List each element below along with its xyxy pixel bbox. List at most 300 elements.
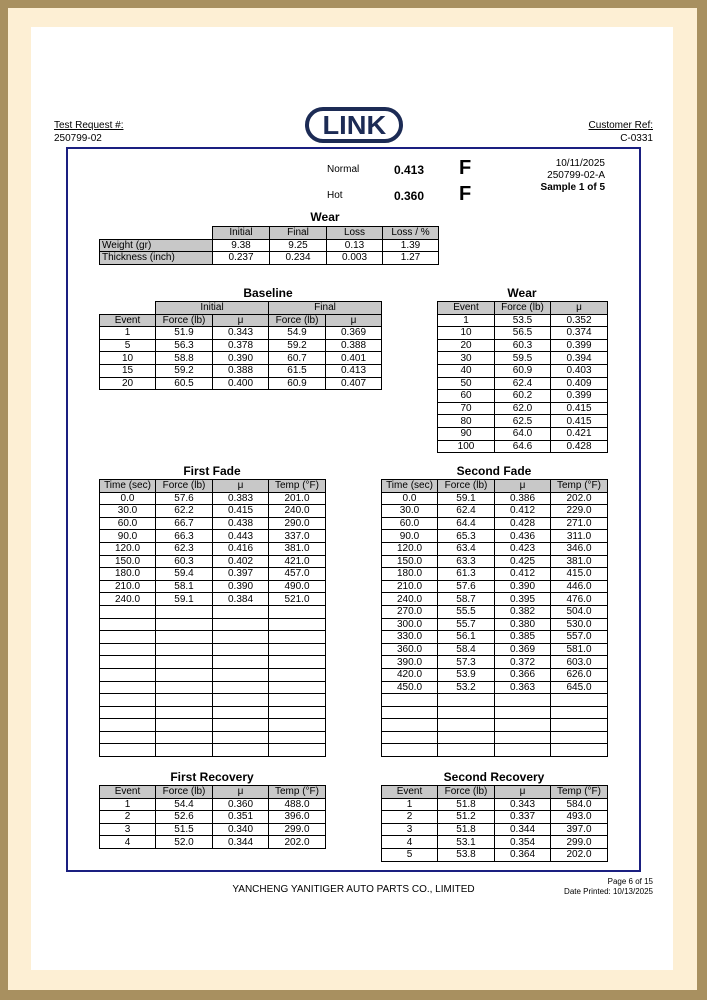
- cell: 396.0: [269, 811, 326, 824]
- cell: 0.394: [551, 352, 608, 365]
- column-header: Force (lb): [438, 786, 495, 799]
- cell: 53.5: [495, 314, 551, 327]
- cell: 51.8: [438, 798, 495, 811]
- table-row: [382, 848, 608, 861]
- cell: [156, 668, 213, 681]
- cell: 0.343: [213, 327, 269, 340]
- empty-row: [100, 731, 326, 744]
- table-row: [382, 530, 608, 543]
- table-row: [382, 668, 608, 681]
- empty-row: [100, 694, 326, 707]
- cell: 62.2: [156, 505, 213, 518]
- column-header: μ: [495, 786, 551, 799]
- column-header: Event: [382, 786, 438, 799]
- column-header: Final: [270, 227, 327, 240]
- cell: 0.412: [495, 568, 551, 581]
- cell: 530.0: [551, 618, 608, 631]
- cell: 62.4: [438, 505, 495, 518]
- cell: 299.0: [551, 836, 608, 849]
- cell: 64.6: [495, 440, 551, 453]
- column-header: Event: [100, 314, 156, 327]
- cell: 0.423: [495, 542, 551, 555]
- cell: [156, 731, 213, 744]
- cell: 66.3: [156, 530, 213, 543]
- table-row: [382, 517, 608, 530]
- table-row: [100, 555, 326, 568]
- cell: 0.382: [495, 605, 551, 618]
- table-row: [382, 618, 608, 631]
- customer-ref-label: Customer Ref:: [588, 120, 653, 131]
- cell: 584.0: [551, 798, 608, 811]
- cell: 337.0: [269, 530, 326, 543]
- cell: 3: [382, 823, 438, 836]
- column-header: Event: [100, 786, 156, 799]
- cell: 0.234: [270, 252, 327, 265]
- cell: 1: [100, 327, 156, 340]
- cell: 457.0: [269, 568, 326, 581]
- table-row: [382, 798, 608, 811]
- cell: 0.363: [495, 681, 551, 694]
- cell: 0.428: [495, 517, 551, 530]
- cell: 360.0: [382, 643, 438, 656]
- cell: [269, 618, 326, 631]
- cell: 0.390: [213, 352, 269, 365]
- customer-ref-value: C-0331: [620, 133, 653, 144]
- first-recovery-table: [99, 785, 326, 849]
- cell: [213, 719, 269, 732]
- cell: 270.0: [382, 605, 438, 618]
- cell: 311.0: [551, 530, 608, 543]
- cell: [213, 694, 269, 707]
- cell: 0.388: [213, 364, 269, 377]
- cell: 488.0: [269, 798, 326, 811]
- column-header: Force (lb): [269, 314, 326, 327]
- table-row: [100, 492, 326, 505]
- table-row: [438, 364, 608, 377]
- cell: 51.5: [156, 823, 213, 836]
- cell: 0.390: [213, 580, 269, 593]
- wear-summary-table: [99, 226, 439, 265]
- cell: [156, 656, 213, 669]
- cell: 0.400: [213, 377, 269, 390]
- hot-value: 0.360: [394, 189, 425, 203]
- table-row: [382, 643, 608, 656]
- cell: 210.0: [382, 580, 438, 593]
- empty-row: [100, 643, 326, 656]
- cell: 2: [382, 811, 438, 824]
- cell: 54.9: [269, 327, 326, 340]
- cell: [100, 631, 156, 644]
- cell: 240.0: [269, 505, 326, 518]
- cell: [551, 694, 608, 707]
- cell: 0.337: [495, 811, 551, 824]
- cell: 202.0: [551, 848, 608, 861]
- cell: 60.5: [156, 377, 213, 390]
- empty-row: [382, 706, 608, 719]
- cell: [213, 744, 269, 757]
- table-row: [100, 823, 326, 836]
- empty-row: [100, 706, 326, 719]
- cell: 0.344: [213, 836, 269, 849]
- cell: [100, 731, 156, 744]
- cell: 0.415: [213, 505, 269, 518]
- column-header: μ: [213, 786, 269, 799]
- cell: 0.003: [327, 252, 383, 265]
- blank-corner: [100, 302, 156, 315]
- table-row: [100, 239, 439, 252]
- cell: 60.0: [100, 517, 156, 530]
- cell: [269, 706, 326, 719]
- cell: 90.0: [382, 530, 438, 543]
- cell: 120.0: [100, 542, 156, 555]
- cell: 0.364: [495, 848, 551, 861]
- company-name: YANCHENG YANITIGER AUTO PARTS CO., LIMITED: [232, 884, 475, 895]
- cell: 100: [438, 440, 495, 453]
- cell: 504.0: [551, 605, 608, 618]
- cell: 0.352: [551, 314, 608, 327]
- logo-text: LINK: [322, 109, 386, 140]
- cell: 3: [100, 823, 156, 836]
- cell: 20: [438, 339, 495, 352]
- cell: 59.4: [156, 568, 213, 581]
- cell: 557.0: [551, 631, 608, 644]
- cell: 1: [382, 798, 438, 811]
- cell: 56.3: [156, 339, 213, 352]
- cell: 56.5: [495, 327, 551, 340]
- cell: 65.3: [438, 530, 495, 543]
- cell: 0.369: [326, 327, 382, 340]
- cell: 56.1: [438, 631, 495, 644]
- cell: 493.0: [551, 811, 608, 824]
- cell: 0.415: [551, 415, 608, 428]
- cell: 381.0: [269, 542, 326, 555]
- cell: 0.407: [326, 377, 382, 390]
- cell: 60.9: [495, 364, 551, 377]
- cell: [213, 605, 269, 618]
- hot-grade: F: [459, 183, 472, 205]
- wear-summary-title: Wear: [310, 210, 340, 224]
- cell: [156, 744, 213, 757]
- cell: [551, 744, 608, 757]
- cell: [156, 605, 213, 618]
- cell: 10: [100, 352, 156, 365]
- cell: 90.0: [100, 530, 156, 543]
- normal-grade: F: [459, 157, 472, 179]
- cell: [438, 694, 495, 707]
- cell: 581.0: [551, 643, 608, 656]
- cell: [495, 706, 551, 719]
- cell: 0.378: [213, 339, 269, 352]
- cell: 0.390: [495, 580, 551, 593]
- cell: 397.0: [551, 823, 608, 836]
- cell: 120.0: [382, 542, 438, 555]
- cell: 57.6: [156, 492, 213, 505]
- cell: 180.0: [382, 568, 438, 581]
- cell: 30.0: [100, 505, 156, 518]
- cell: [213, 631, 269, 644]
- cell: 30: [438, 352, 495, 365]
- date-printed: Date Printed: 10/13/2025: [564, 887, 653, 896]
- row-label: Weight (gr): [100, 239, 213, 252]
- cell: 5: [382, 848, 438, 861]
- cell: 645.0: [551, 681, 608, 694]
- cell: 61.5: [269, 364, 326, 377]
- cell: 390.0: [382, 656, 438, 669]
- table-row: [382, 836, 608, 849]
- cell: 70: [438, 402, 495, 415]
- cell: 52.0: [156, 836, 213, 849]
- cell: 202.0: [551, 492, 608, 505]
- table-row: [100, 364, 382, 377]
- table-row: [100, 377, 382, 390]
- column-header: Event: [438, 302, 495, 315]
- cell: [269, 605, 326, 618]
- cell: 9.38: [213, 239, 270, 252]
- cell: 0.399: [551, 339, 608, 352]
- cell: [438, 706, 495, 719]
- cell: 240.0: [100, 593, 156, 606]
- column-header: Time (sec): [100, 480, 156, 493]
- cell: [438, 744, 495, 757]
- table-row: [382, 580, 608, 593]
- cell: 60: [438, 390, 495, 403]
- table-row: [382, 492, 608, 505]
- cell: 0.395: [495, 593, 551, 606]
- cell: 490.0: [269, 580, 326, 593]
- second-fade-title: Second Fade: [456, 464, 532, 478]
- column-header: Force (lb): [156, 314, 213, 327]
- table-row: [100, 327, 382, 340]
- cell: [213, 618, 269, 631]
- table-row: [382, 811, 608, 824]
- cell: 0.0: [382, 492, 438, 505]
- cell: [495, 694, 551, 707]
- sample-count: Sample 1 of 5: [540, 182, 605, 193]
- second-fade-table: [381, 479, 608, 757]
- cell: 62.0: [495, 402, 551, 415]
- second-recovery-title: Second Recovery: [443, 770, 545, 784]
- cell: 626.0: [551, 668, 608, 681]
- baseline-title: Baseline: [243, 286, 293, 300]
- column-header: μ: [326, 314, 382, 327]
- table-row: [100, 811, 326, 824]
- cell: 0.416: [213, 542, 269, 555]
- cell: 55.7: [438, 618, 495, 631]
- cell: 64.4: [438, 517, 495, 530]
- cell: 415.0: [551, 568, 608, 581]
- cell: [551, 731, 608, 744]
- cell: [213, 643, 269, 656]
- cell: [495, 719, 551, 732]
- table-row: [438, 427, 608, 440]
- column-header: Initial: [213, 227, 270, 240]
- cell: [156, 681, 213, 694]
- cell: 0.401: [326, 352, 382, 365]
- cell: 9.25: [270, 239, 327, 252]
- second-recovery-table: [381, 785, 608, 862]
- table-row: [382, 631, 608, 644]
- column-header: μ: [495, 480, 551, 493]
- cell: 271.0: [551, 517, 608, 530]
- cell: [269, 668, 326, 681]
- cell: 202.0: [269, 836, 326, 849]
- blank-corner: [100, 227, 213, 240]
- empty-row: [100, 631, 326, 644]
- table-row: [100, 252, 439, 265]
- cell: 2: [100, 811, 156, 824]
- cell: [495, 731, 551, 744]
- cell: [269, 681, 326, 694]
- table-row: [438, 440, 608, 453]
- cell: 0.237: [213, 252, 270, 265]
- empty-row: [100, 618, 326, 631]
- cell: 5: [100, 339, 156, 352]
- column-header: Loss: [327, 227, 383, 240]
- test-request-value: 250799-02: [54, 133, 102, 144]
- table-row: [100, 505, 326, 518]
- cell: 0.388: [326, 339, 382, 352]
- cell: 50: [438, 377, 495, 390]
- empty-row: [382, 719, 608, 732]
- cell: 0.351: [213, 811, 269, 824]
- cell: 300.0: [382, 618, 438, 631]
- cell: 0.383: [213, 492, 269, 505]
- cell: 1.39: [383, 239, 439, 252]
- cell: 0.399: [551, 390, 608, 403]
- table-row: [382, 823, 608, 836]
- group-header-final: Final: [269, 302, 382, 315]
- cell: 40: [438, 364, 495, 377]
- hot-label: Hot: [327, 190, 343, 201]
- cell: 58.8: [156, 352, 213, 365]
- table-row: [438, 339, 608, 352]
- cell: [100, 681, 156, 694]
- column-header: Force (lb): [438, 480, 495, 493]
- cell: 0.409: [551, 377, 608, 390]
- empty-row: [100, 719, 326, 732]
- cell: 62.4: [495, 377, 551, 390]
- cell: 521.0: [269, 593, 326, 606]
- table-row: [100, 580, 326, 593]
- cell: 0.372: [495, 656, 551, 669]
- cell: 0.13: [327, 239, 383, 252]
- table-row: [100, 836, 326, 849]
- cell: 476.0: [551, 593, 608, 606]
- cell: 0.0: [100, 492, 156, 505]
- table-row: [382, 593, 608, 606]
- cell: 421.0: [269, 555, 326, 568]
- first-fade-title: First Fade: [183, 464, 241, 478]
- cell: 0.385: [495, 631, 551, 644]
- cell: [269, 719, 326, 732]
- cell: 59.5: [495, 352, 551, 365]
- table-row: [382, 681, 608, 694]
- cell: 0.402: [213, 555, 269, 568]
- cell: [100, 694, 156, 707]
- cell: 30.0: [382, 505, 438, 518]
- page-number: Page 6 of 15: [607, 877, 653, 886]
- cell: [100, 643, 156, 656]
- cell: [100, 706, 156, 719]
- cell: 59.2: [269, 339, 326, 352]
- cell: [100, 605, 156, 618]
- cell: 180.0: [100, 568, 156, 581]
- cell: 60.2: [495, 390, 551, 403]
- cell: 51.9: [156, 327, 213, 340]
- cell: 60.9: [269, 377, 326, 390]
- cell: [213, 681, 269, 694]
- table-row: [382, 505, 608, 518]
- wear-events-title: Wear: [507, 286, 537, 300]
- column-header: Temp (°F): [269, 786, 326, 799]
- cell: 60.7: [269, 352, 326, 365]
- cell: 57.6: [438, 580, 495, 593]
- cell: 0.344: [495, 823, 551, 836]
- sample-id: 250799-02-A: [547, 170, 605, 181]
- cell: [100, 618, 156, 631]
- cell: 0.384: [213, 593, 269, 606]
- cell: 61.3: [438, 568, 495, 581]
- cell: 90: [438, 427, 495, 440]
- normal-label: Normal: [327, 164, 360, 175]
- cell: 63.4: [438, 542, 495, 555]
- column-header: Temp (°F): [269, 480, 326, 493]
- cell: 0.343: [495, 798, 551, 811]
- cell: [100, 744, 156, 757]
- cell: 240.0: [382, 593, 438, 606]
- cell: [269, 731, 326, 744]
- cell: 62.3: [156, 542, 213, 555]
- table-row: [100, 593, 326, 606]
- cell: 59.1: [438, 492, 495, 505]
- table-row: [100, 568, 326, 581]
- empty-row: [382, 694, 608, 707]
- cell: 53.9: [438, 668, 495, 681]
- cell: 55.5: [438, 605, 495, 618]
- empty-row: [100, 681, 326, 694]
- table-row: [438, 415, 608, 428]
- table-row: [438, 327, 608, 340]
- table-row: [100, 339, 382, 352]
- cell: 0.425: [495, 555, 551, 568]
- cell: 1: [100, 798, 156, 811]
- cell: [382, 719, 438, 732]
- column-header: Temp (°F): [551, 480, 608, 493]
- cell: 60.3: [156, 555, 213, 568]
- cell: 52.6: [156, 811, 213, 824]
- first-recovery-title: First Recovery: [170, 770, 254, 784]
- table-row: [438, 314, 608, 327]
- cell: 4: [382, 836, 438, 849]
- cell: 20: [100, 377, 156, 390]
- column-header: Temp (°F): [551, 786, 608, 799]
- table-row: [100, 542, 326, 555]
- cell: 299.0: [269, 823, 326, 836]
- cell: 420.0: [382, 668, 438, 681]
- empty-row: [100, 656, 326, 669]
- cell: 446.0: [551, 580, 608, 593]
- cell: 53.1: [438, 836, 495, 849]
- cell: 60.3: [495, 339, 551, 352]
- first-fade-table: [99, 479, 326, 757]
- cell: 57.3: [438, 656, 495, 669]
- cell: [100, 719, 156, 732]
- cell: [156, 706, 213, 719]
- empty-row: [100, 744, 326, 757]
- cell: [551, 719, 608, 732]
- cell: 54.4: [156, 798, 213, 811]
- cell: [100, 668, 156, 681]
